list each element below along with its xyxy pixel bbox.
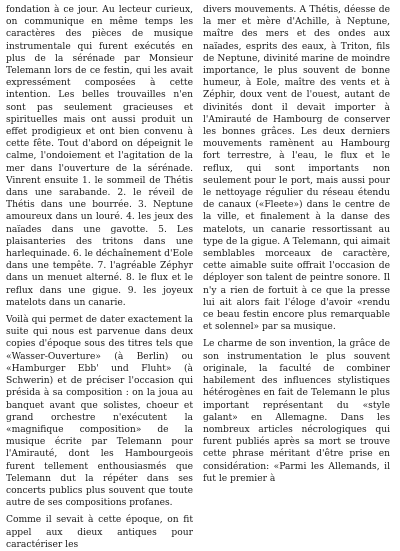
left-paragraph-2: Voilà qui permet de dater exactement la suite qui nous est parvenue dans deux copies d'époque sous des titres tels que «Wasser-Ouverture» (à Berlin) ou «Hamburger Ebb' und Fluht» (à Schwerin) et de préciser l'occasion qui présida à sa composition : on la joua au banquet avant que solistes, choeur et grand orchestre n'exécutent la «magnifique composition» de la musique écrite par Telemann pour l'Amirauté, dont les Hambourgeois furent tellement enthousiasmés que Telemann dut la répéter dans ses concerts publics plus souvent que toute autre de ses compositions profanes. <box>6 315 193 509</box>
left-column <box>6 4 194 550</box>
left-paragraph-1: fondation à ce jour. Au lecteur curieux, on communique en même temps les caractères des pièces de musique instrumentale qui furent exécutés en plus de la sérénade par Monsieur Telemann lors de ce festin, qui les avait expressément composées à cette intention. Les belles trouvailles n'en sont pas seulement gracieuses et spirituelles mais ont aussi produit un effet prodigieux et ont bien convenu à cette fête. Tout d'abord on dépeignit le calme, l'ondoiement et l'agitation de la mer dans l'ouverture de la sérénade. Vinrent ensuite 1. le sommeil de Thétis dans une sarabande. 2. le réveil de Thétis dans une bourrée. 3. Neptune amoureux dans un louré. 4. les jeux des naïades dans une gavotte. 5. Les plaisanteries des tritons dans une harlequinade. 6. le déchaînement d'Eole dans une tempête. 7. l'agréable Zéphyr dans un menuet alterné. 8. le flux et le reflux dans une gigue. 9. les joyeux matelots dans un canarie. <box>6 5 194 308</box>
right-paragraph-1: divers mouvements. A Thétis, déesse de la mer et mère d'Achille, à Neptune, maître des mers et des ondes aux naïades, esprits des eaux, à Triton, fils de Neptune, divinité marine de moindre importance, le plus souvent de bonne humeur, à Eole, maître des vents et à Zéphir, doux vent de l'ouest, autant de divinités dont il devait importer à l'Amirauté de Hambourg de conserver les bonnes grâces. Les deux derniers mouvements ramènent au Hambourg fort terrestre, à l'eau, le flux et le reflux, qui sont importants non seulement pour le port, mais aussi pour le nettoyage régulier du réseau étendu de canaux («Fleete») dans le centre de la ville, et finalement à la danse des matelots, un canarie ressortissant au type de la gigue. A Telemann, qui aimait semblables morceaux de caractère, cette aimable suite offrait l'occasion de déployer son talent de peintre sonore. Il n'y a rien de fortuit à ce que la presse lui ait alors fait l'éloge d'avoir «rendu ce beau festin encore plus remarquable et solennel» par sa musique. <box>203 5 390 333</box>
right-paragraph-2: Le charme de son invention, la grâce de son instrumentation le plus souvent originale, la faculté de combiner habilement des influences stylistiques hétérogènes en fait de Telemann le plus important représentant du «style galant» en Allemagne. Dans les nombreux articles nécrologiques qui furent publiés après sa mort se trouve cette phrase méritant d'être prise en considération: «Parmi les Allemands, il fut le premier à <box>203 339 390 484</box>
right-column <box>203 4 390 484</box>
left-paragraph-3: Comme il sevait à cette époque, on fit appel aux dieux antiques pour caractériser les <box>6 515 193 550</box>
